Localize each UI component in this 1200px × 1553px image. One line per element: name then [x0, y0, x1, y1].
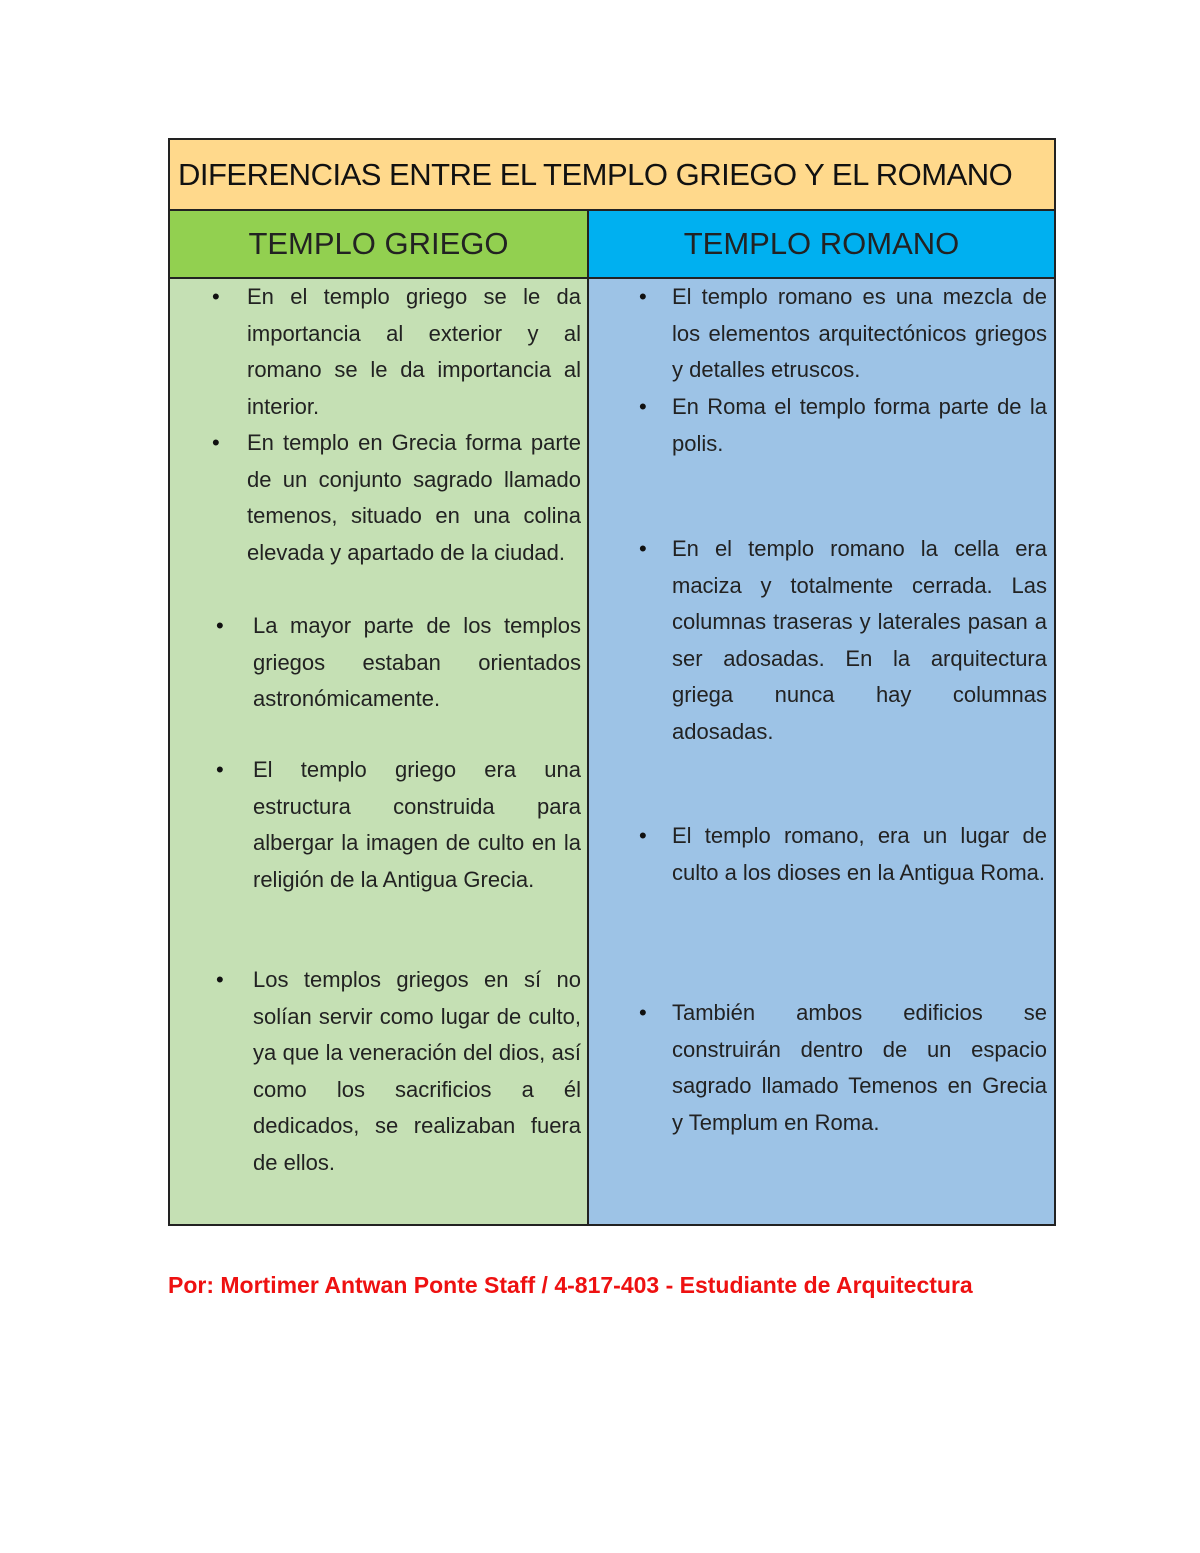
bullet-icon: •	[216, 757, 224, 782]
bullet-icon: •	[216, 613, 224, 638]
bullet-icon: •	[639, 536, 647, 561]
list-item-roman-5: También ambos edificios se construirán dentro de un espacio sagrado llamado Temenos en Grecia y Templum en Roma.	[672, 1000, 1047, 1135]
list-item-greek-4: El templo griego era una estructura construida para albergar la imagen de culto en la religión de la Antigua Grecia.	[253, 757, 581, 892]
bullet-icon: •	[639, 394, 647, 419]
bullet-icon: •	[639, 284, 647, 309]
list-item-roman-4: El templo romano, era un lugar de culto a los dioses en la Antigua Roma.	[672, 823, 1047, 885]
list-item-roman-3: En el templo romano la cella era maciza y totalmente cerrada. Las columnas traseras y laterales pasan a ser adosadas. En la arquitectura griega nunca hay columnas adosadas.	[672, 536, 1047, 744]
bullet-icon: •	[212, 284, 220, 309]
bullet-icon: •	[216, 967, 224, 992]
list-item-roman-2: En Roma el templo forma parte de la polis.	[672, 394, 1047, 456]
column-header-roman: TEMPLO ROMANO	[589, 211, 1054, 279]
list-item-roman-1: El templo romano es una mezcla de los elementos arquitectónicos griegos y detalles etruscos.	[672, 284, 1047, 382]
comparison-table	[168, 138, 1056, 1226]
list-item-greek-1: En el templo griego se le da importancia al exterior y al romano se le da importancia al interior.	[247, 284, 581, 419]
bullet-icon: •	[212, 430, 220, 455]
list-item-greek-2: En templo en Grecia forma parte de un conjunto sagrado llamado temenos, situado en una colina elevada y apartado de la ciudad.	[247, 430, 581, 565]
column-body-greek	[170, 279, 589, 1224]
author-credit: Por: Mortimer Antwan Ponte Staff / 4-817-403 - Estudiante de Arquitectura	[168, 1272, 973, 1298]
column-header-greek: TEMPLO GRIEGO	[170, 211, 589, 279]
list-item-greek-3: La mayor parte de los templos griegos estaban orientados astronómicamente.	[253, 613, 581, 711]
list-item-greek-5: Los templos griegos en sí no solían servir como lugar de culto, ya que la veneración del dios, así como los sacrificios a él dedicados, se realizaban fuera de ellos.	[253, 967, 581, 1175]
bullet-icon: •	[639, 1000, 647, 1025]
table-title: DIFERENCIAS ENTRE EL TEMPLO GRIEGO Y EL ROMANO	[170, 140, 1054, 211]
column-body-roman	[589, 279, 1054, 1224]
bullet-icon: •	[639, 823, 647, 848]
